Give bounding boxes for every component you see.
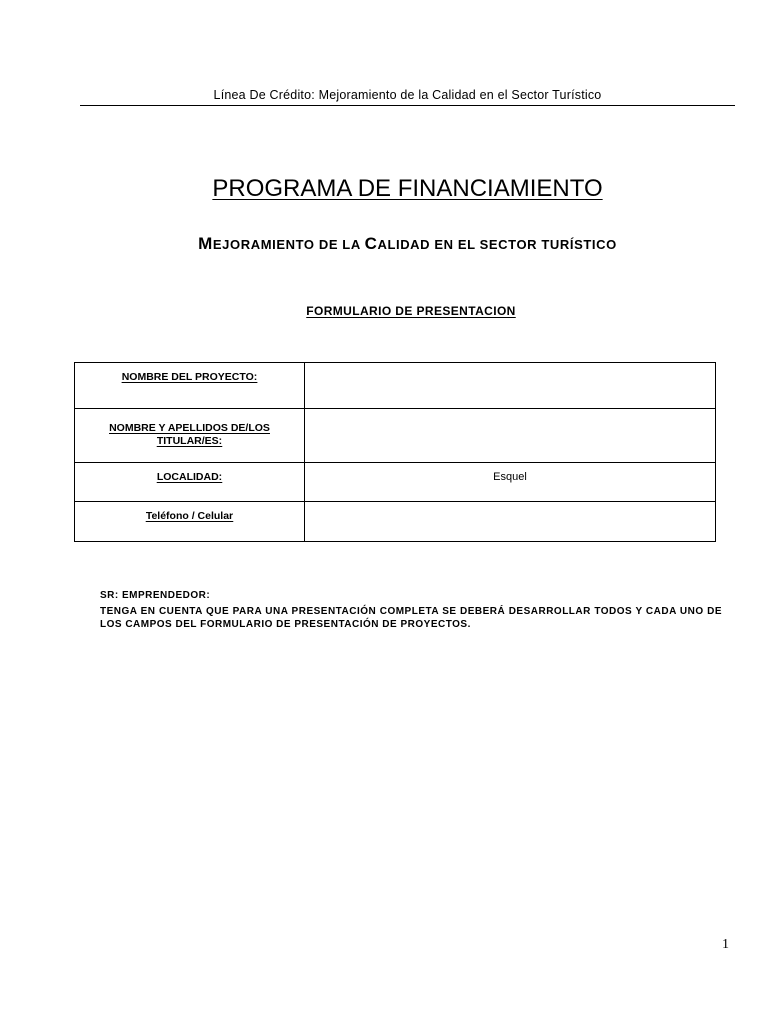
field-label-cell xyxy=(75,409,305,463)
field-value xyxy=(305,409,715,422)
field-label-project-name: NOMBRE DEL PROYECTO: xyxy=(121,371,258,383)
notice-body: TENGA EN CUENTA QUE PARA UNA PRESENTACIÓN COMPLETA SE DEBERÁ DESARROLLAR TODOS Y CADA UNO DE LOS CAMPOS DEL FORMULARIO DE PRESENTACIÓN DE PROYECTOS. xyxy=(100,606,722,630)
project-name-field[interactable] xyxy=(305,363,716,409)
form-section-label xyxy=(0,303,770,319)
table-row xyxy=(75,502,716,542)
table-row xyxy=(75,463,716,502)
holders-field[interactable] xyxy=(305,409,716,463)
field-label-cell xyxy=(75,363,305,409)
subtitle-part: ALIDAD EN EL SECTOR TURÍSTICO xyxy=(377,237,617,252)
page-number: 1 xyxy=(722,937,729,952)
subtitle-part: C xyxy=(364,234,378,253)
notice-heading: SR: EMPRENDEDOR: xyxy=(100,590,211,601)
running-header: Línea De Crédito: Mejoramiento de la Calidad en el Sector Turístico xyxy=(80,87,735,106)
field-value: Esquel xyxy=(493,471,527,483)
field-label-cell xyxy=(75,463,305,502)
table-row xyxy=(75,409,716,463)
phone-field[interactable] xyxy=(305,502,716,542)
subtitle-part: EJORAMIENTO DE LA xyxy=(212,237,365,252)
document-title-text: PROGRAMA DE FINANCIAMIENTO xyxy=(212,175,603,202)
field-label-locality: LOCALIDAD: xyxy=(156,471,223,483)
entrepreneur-notice xyxy=(100,589,722,631)
document-subtitle xyxy=(0,234,770,255)
field-label-cell xyxy=(75,502,305,542)
table-row xyxy=(75,363,716,409)
subtitle-part: M xyxy=(198,234,213,253)
form-section-label-text: FORMULARIO DE PRESENTACION xyxy=(306,304,516,318)
field-value xyxy=(305,502,715,510)
locality-field[interactable] xyxy=(305,463,716,502)
document-title xyxy=(0,174,770,204)
field-value xyxy=(305,363,715,371)
field-label-phone: Teléfono / Celular xyxy=(145,510,234,522)
project-info-table xyxy=(74,362,716,542)
field-label-holders: NOMBRE Y APELLIDOS DE/LOS TITULAR/ES: xyxy=(109,422,270,447)
